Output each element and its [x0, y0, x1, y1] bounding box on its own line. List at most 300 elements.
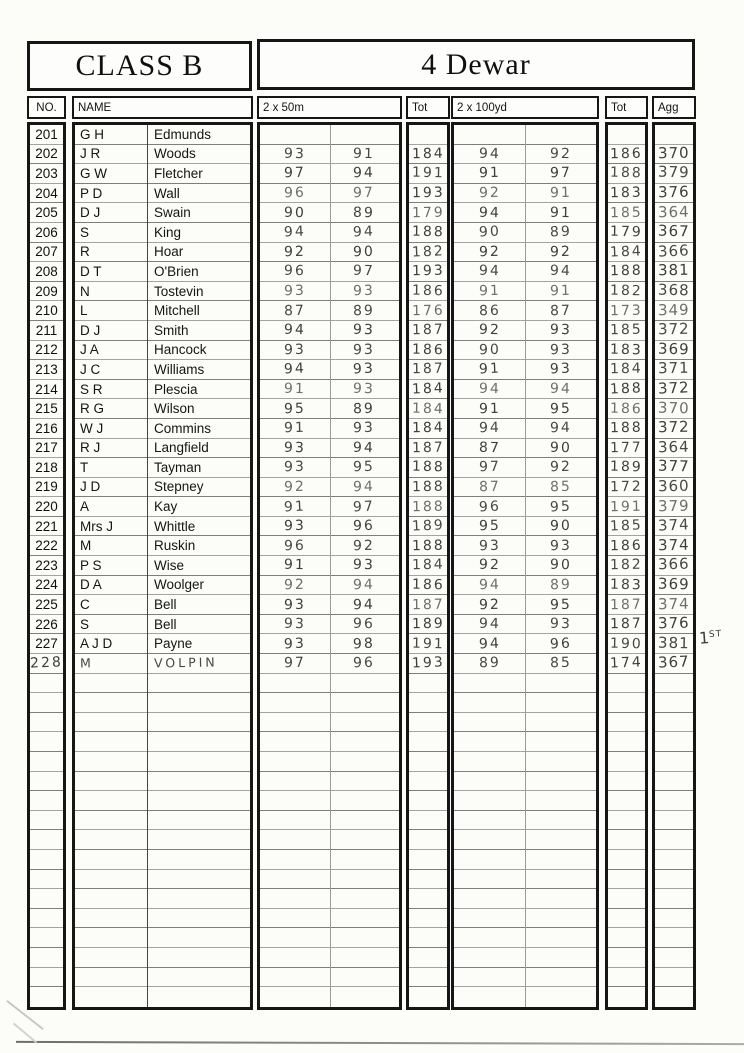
col-header-100yd — [451, 96, 599, 119]
row-number: 203 — [35, 165, 58, 181]
total-50m: 187 — [411, 321, 445, 339]
shooter-initials: G H — [80, 126, 105, 142]
score-50m-2-cell — [330, 654, 400, 672]
shooter-initials: R J — [80, 440, 101, 456]
table-row — [655, 341, 693, 361]
table-row — [409, 184, 447, 204]
table-row — [75, 968, 250, 988]
score-100yd-2-cell — [525, 282, 596, 300]
table-row — [409, 948, 447, 968]
table-row — [75, 693, 250, 713]
score-50m-1-cell — [260, 694, 330, 712]
total-100yd: 182 — [609, 282, 644, 300]
table-row — [608, 497, 645, 517]
total-50m-cell — [409, 694, 447, 712]
total-100yd-cell — [608, 870, 645, 888]
score-50m-2-cell — [330, 988, 400, 1006]
total-100yd-cell — [608, 184, 645, 202]
score-100yd-2: 85 — [549, 655, 572, 672]
score-50m-1-cell — [260, 713, 330, 731]
score-100yd-1: 94 — [478, 380, 501, 398]
score-50m-1: 93 — [283, 439, 306, 457]
total-100yd: 185 — [609, 517, 644, 535]
total-100yd-cell — [608, 498, 645, 516]
table-row — [409, 243, 447, 263]
score-50m-1: 96 — [283, 263, 306, 280]
table-row — [655, 164, 693, 184]
score-50m-1-cell — [260, 360, 330, 378]
table-row — [655, 752, 693, 772]
aggregate-cell — [655, 321, 693, 339]
total-100yd: 188 — [609, 263, 643, 280]
total-50m: 182 — [411, 243, 445, 261]
shooter-initials: G W — [80, 165, 107, 181]
aggregate-cell — [655, 556, 693, 574]
aggregate-cell — [655, 576, 693, 594]
table-row — [30, 536, 63, 556]
score-50m-2-cell — [330, 282, 400, 300]
aggregate-cell — [655, 772, 693, 790]
aggregate-cell — [655, 145, 693, 163]
total-50m: 187 — [411, 361, 445, 378]
score-50m-1-cell — [260, 380, 330, 398]
score-100yd-1-cell — [454, 321, 525, 339]
table-row — [75, 164, 250, 184]
aggregate: 379 — [658, 496, 690, 515]
table-row — [655, 968, 693, 988]
total-100yd-cell — [608, 909, 645, 927]
score-50m-1-cell — [260, 400, 330, 418]
total-50m-cell — [409, 498, 447, 516]
aggregate-cell — [655, 164, 693, 182]
shooter-surname: King — [154, 224, 182, 240]
score-50m-2-cell — [330, 674, 400, 692]
table-row — [30, 772, 63, 792]
total-100yd-cell — [608, 341, 645, 359]
class-title: CLASS B — [75, 49, 204, 82]
no-column — [27, 122, 66, 1010]
table-row — [608, 693, 645, 713]
table-row — [409, 595, 447, 615]
total-50m-cell — [409, 635, 447, 653]
table-row — [75, 458, 250, 478]
table-row — [655, 948, 693, 968]
score-100yd-2: 93 — [549, 322, 572, 339]
score-100yd-1: 90 — [478, 223, 501, 241]
score-100yd-1-cell — [454, 282, 525, 300]
table-row — [75, 497, 250, 517]
row-number: 222 — [35, 538, 58, 554]
table-row — [608, 752, 645, 772]
table-row — [30, 615, 63, 635]
aggregate: 372 — [658, 319, 690, 339]
shooter-initials: S — [80, 616, 90, 632]
total-50m-cell — [409, 968, 447, 986]
score-50m-1-cell — [260, 929, 330, 947]
total-100yd: 187 — [609, 615, 643, 633]
total-100yd-cell — [608, 164, 645, 182]
table-row — [655, 556, 693, 576]
table-row — [75, 850, 250, 870]
total-100yd-cell — [608, 988, 645, 1006]
score-100yd-1-cell — [454, 556, 525, 574]
shooter-surname: Wilson — [154, 401, 195, 417]
total-100yd-cell — [608, 302, 645, 320]
table-row — [409, 968, 447, 988]
row-number: 219 — [35, 479, 58, 495]
score-100yd-1-cell — [454, 772, 525, 790]
shooter-initials: J C — [80, 361, 101, 377]
shooter-initials: R — [80, 244, 90, 260]
aggregate-cell — [655, 341, 693, 359]
score-50m-2-cell — [330, 772, 400, 790]
aggregate-cell — [655, 870, 693, 888]
table-row — [608, 732, 645, 752]
table-row — [75, 870, 250, 890]
score-100yd-1-cell — [454, 635, 525, 653]
shooter-surname: Wall — [154, 185, 180, 201]
row-number: 214 — [35, 381, 58, 397]
total-50m: 188 — [411, 223, 445, 241]
total-100yd-cell — [608, 596, 645, 614]
total-50m: 184 — [411, 400, 445, 417]
score-100yd-1-cell — [454, 576, 525, 594]
row-number: 209 — [35, 283, 58, 299]
table-row — [75, 889, 250, 909]
table-row — [75, 439, 250, 459]
table-row — [608, 948, 645, 968]
score-50m-2-cell — [330, 164, 400, 182]
table-row — [409, 556, 447, 576]
shooter-initials: P S — [80, 557, 102, 573]
shooter-initials: Mrs J — [80, 518, 113, 534]
shooter-surname: Hoar — [154, 244, 184, 260]
score-100yd-2: 93 — [549, 615, 572, 633]
score-50m-2: 93 — [353, 380, 376, 398]
aggregate: 372 — [657, 378, 691, 398]
score-100yd-2-cell — [525, 713, 596, 731]
score-100yd-2-cell — [525, 321, 596, 339]
col-header-50m-label: 2 x 50m — [263, 101, 304, 114]
total-100yd: 191 — [609, 498, 643, 515]
table-row — [30, 889, 63, 909]
aggregate-cell — [655, 380, 693, 398]
total-100yd: 188 — [609, 419, 643, 437]
aggregate-cell — [655, 478, 693, 496]
score-100yd-2: 85 — [549, 478, 572, 496]
shooter-surname: Edmunds — [154, 126, 212, 142]
table-row — [409, 830, 447, 850]
table-row — [30, 713, 63, 733]
score-50m-1-cell — [260, 772, 330, 790]
aggregate-cell — [655, 674, 693, 692]
table-row — [409, 439, 447, 459]
score-100yd-2-cell — [525, 596, 596, 614]
score-100yd-2: 94 — [549, 263, 572, 280]
table-row — [409, 889, 447, 909]
table-row — [409, 419, 447, 439]
table-row — [608, 243, 645, 263]
score-50m-1: 97 — [283, 165, 306, 182]
total-100yd-cell — [608, 811, 645, 829]
score-100yd-1: 91 — [478, 165, 501, 182]
score-50m-1-cell — [260, 654, 330, 672]
score-50m-1: 96 — [283, 537, 306, 554]
table-row — [30, 850, 63, 870]
total-100yd: 188 — [609, 380, 644, 398]
total-50m-cell — [409, 458, 447, 476]
score-50m-1: 91 — [283, 420, 306, 437]
table-row — [30, 732, 63, 752]
score-50m-2-cell — [330, 596, 400, 614]
score-100yd-2-cell — [525, 145, 596, 163]
aggregate-cell — [655, 929, 693, 947]
score-100yd-1-cell — [454, 733, 525, 751]
score-100yd-2: 93 — [549, 341, 572, 359]
shooter-surname: Mitchell — [154, 303, 200, 319]
total-50m-cell — [409, 615, 447, 633]
score-50m-1-cell — [260, 498, 330, 516]
score-100yd-1-cell — [454, 615, 525, 633]
score-50m-2-cell — [330, 733, 400, 751]
name-column — [72, 122, 253, 1010]
table-row — [608, 556, 645, 576]
score-100yd-1-cell — [454, 968, 525, 986]
table-row — [655, 243, 693, 263]
total-50m-cell — [409, 302, 447, 320]
total-100yd: 186 — [609, 537, 643, 555]
table-row — [608, 399, 645, 419]
score-100yd-2-cell — [525, 360, 596, 378]
score-100yd-2-cell — [525, 458, 596, 476]
table-row — [30, 164, 63, 184]
score-50m-1-cell — [260, 125, 330, 143]
score-100yd-2: 93 — [549, 360, 572, 378]
table-row — [75, 517, 250, 537]
score-50m-2-cell — [330, 380, 400, 398]
aggregate-cell — [655, 850, 693, 868]
total-100yd-cell — [608, 360, 645, 378]
score-50m-2-cell — [330, 419, 400, 437]
score-100yd-2: 94 — [549, 380, 572, 398]
total-50m: 188 — [411, 537, 445, 555]
shooter-surname: Williams — [154, 361, 205, 377]
table-row — [30, 634, 63, 654]
aggregate: 367 — [657, 652, 691, 672]
total-100yd: 179 — [609, 223, 644, 241]
aggregate: 349 — [658, 300, 690, 319]
total-50m-cell — [409, 125, 447, 143]
score-100yd-1-cell — [454, 870, 525, 888]
score-50m-2-cell — [330, 184, 400, 202]
score-50m-2-cell — [330, 498, 400, 516]
shooter-surname: Tostevin — [154, 283, 204, 299]
table-row — [655, 458, 693, 478]
score-50m-2-cell — [330, 125, 400, 143]
table-row — [75, 909, 250, 929]
score-100yd-1-cell — [454, 517, 525, 535]
total-50m: 189 — [411, 615, 445, 633]
score-50m-1: 93 — [283, 341, 306, 359]
total-100yd: 186 — [609, 145, 643, 163]
table-row — [409, 458, 447, 478]
score-50m-2: 95 — [353, 459, 376, 476]
table-row — [655, 713, 693, 733]
score-50m-2: 89 — [353, 302, 376, 319]
total-100yd: 189 — [609, 459, 644, 476]
score-50m-2-cell — [330, 870, 400, 888]
scan-edge-line — [16, 1041, 744, 1045]
score-50m-1: 91 — [283, 380, 306, 398]
table-row — [655, 595, 693, 615]
score-50m-1-cell — [260, 576, 330, 594]
score-50m-2-cell — [330, 831, 400, 849]
total-50m: 188 — [411, 478, 445, 496]
row-number: 212 — [35, 342, 58, 358]
total-100yd: 182 — [609, 557, 643, 574]
aggregate-cell — [655, 635, 693, 653]
table-row — [655, 419, 693, 439]
score-100yd-1-cell — [454, 889, 525, 907]
table-row — [75, 791, 250, 811]
table-row — [75, 184, 250, 204]
table-row — [409, 497, 447, 517]
shooter-surname: Woods — [154, 146, 196, 162]
table-row — [608, 634, 645, 654]
table-row — [608, 870, 645, 890]
score-100yd-2: 90 — [549, 439, 572, 457]
table-row — [655, 909, 693, 929]
total-100yd-cell — [608, 752, 645, 770]
aggregate-cell — [655, 752, 693, 770]
table-row — [655, 203, 693, 223]
total-100yd-cell — [608, 439, 645, 457]
table-row — [409, 674, 447, 694]
col-header-tot-50m-label: Tot — [412, 101, 428, 114]
total-100yd-cell — [608, 458, 645, 476]
table-row — [409, 282, 447, 302]
aggregate: 370 — [658, 143, 690, 163]
row-number: 202 — [35, 146, 58, 162]
table-row — [655, 301, 693, 321]
total-50m-cell — [409, 870, 447, 888]
table-row — [608, 576, 645, 596]
score-100yd-1-cell — [454, 752, 525, 770]
score-100yd-2: 95 — [549, 596, 572, 613]
total-50m-cell — [409, 654, 447, 672]
score-50m-2: 94 — [353, 439, 376, 457]
table-row — [608, 536, 645, 556]
score-100yd-1: 94 — [478, 635, 501, 653]
total-100yd-cell — [608, 400, 645, 418]
row-number: 218 — [35, 459, 58, 475]
row-number: 210 — [35, 303, 58, 319]
aggregate-cell — [655, 615, 693, 633]
score-50m-2-cell — [330, 537, 400, 555]
score-50m-2-cell — [330, 615, 400, 633]
row-number: 216 — [35, 420, 58, 436]
score-50m-2: 96 — [353, 655, 376, 672]
table-row — [409, 928, 447, 948]
score-100yd-1-cell — [454, 596, 525, 614]
aggregate: 366 — [657, 241, 691, 261]
total-100yd-cell — [608, 713, 645, 731]
table-row — [30, 948, 63, 968]
shooter-surname: Woolger — [154, 577, 205, 593]
table-row — [608, 654, 645, 674]
shooter-surname: Swain — [154, 205, 191, 221]
score-50m-1: 93 — [283, 459, 306, 476]
table-row — [655, 654, 693, 674]
shooter-surname: Bell — [154, 597, 177, 613]
score-100yd-2: 97 — [549, 165, 572, 182]
score-100yd-1-cell — [454, 654, 525, 672]
table-row — [409, 360, 447, 380]
table-row — [655, 576, 693, 596]
table-row — [655, 693, 693, 713]
table-row — [30, 399, 63, 419]
aggregate-cell — [655, 282, 693, 300]
table-row — [655, 811, 693, 831]
match-title-box — [257, 39, 695, 90]
score-100yd-1-cell — [454, 948, 525, 966]
table-row — [409, 732, 447, 752]
table-row — [75, 615, 250, 635]
score-100yd-1-cell — [454, 380, 525, 398]
score-100yd-1-cell — [454, 302, 525, 320]
total-100yd-cell — [608, 537, 645, 555]
total-100yd-cell — [608, 223, 645, 241]
table-row — [75, 928, 250, 948]
total-50m: 193 — [411, 263, 445, 280]
score-50m-2: 93 — [353, 420, 376, 437]
score-50m-1: 93 — [283, 517, 306, 535]
table-row — [409, 634, 447, 654]
shooter-initials: M — [80, 538, 92, 554]
table-row — [75, 713, 250, 733]
table-row — [655, 830, 693, 850]
row-number: 213 — [35, 361, 58, 377]
total-100yd: 184 — [609, 243, 644, 261]
table-row — [409, 850, 447, 870]
total-100yd: 185 — [609, 321, 643, 339]
score-100yd-1-cell — [454, 360, 525, 378]
score-100yd-1-cell — [454, 988, 525, 1006]
total-100yd: 183 — [609, 576, 644, 594]
score-50m-1-cell — [260, 321, 330, 339]
score-50m-2: 90 — [353, 243, 376, 261]
table-row — [30, 909, 63, 929]
table-row — [75, 419, 250, 439]
shooter-surname: Kay — [154, 499, 178, 515]
table-row — [75, 360, 250, 380]
total-100yd: 174 — [609, 654, 644, 673]
shooter-initials: J A — [80, 342, 99, 358]
aggregate-cell — [655, 909, 693, 927]
table-row — [608, 674, 645, 694]
score-100yd-1-cell — [454, 145, 525, 163]
total-50m-cell — [409, 929, 447, 947]
total-100yd: 184 — [609, 361, 643, 378]
class-title-box — [27, 41, 252, 91]
col-header-no — [27, 96, 66, 119]
shooter-initials: N — [80, 283, 90, 299]
score-50m-2: 96 — [353, 615, 376, 633]
total-50m-cell — [409, 243, 447, 261]
score-50m-1-cell — [260, 556, 330, 574]
score-50m-2-cell — [330, 360, 400, 378]
score-100yd-1: 92 — [478, 322, 501, 339]
